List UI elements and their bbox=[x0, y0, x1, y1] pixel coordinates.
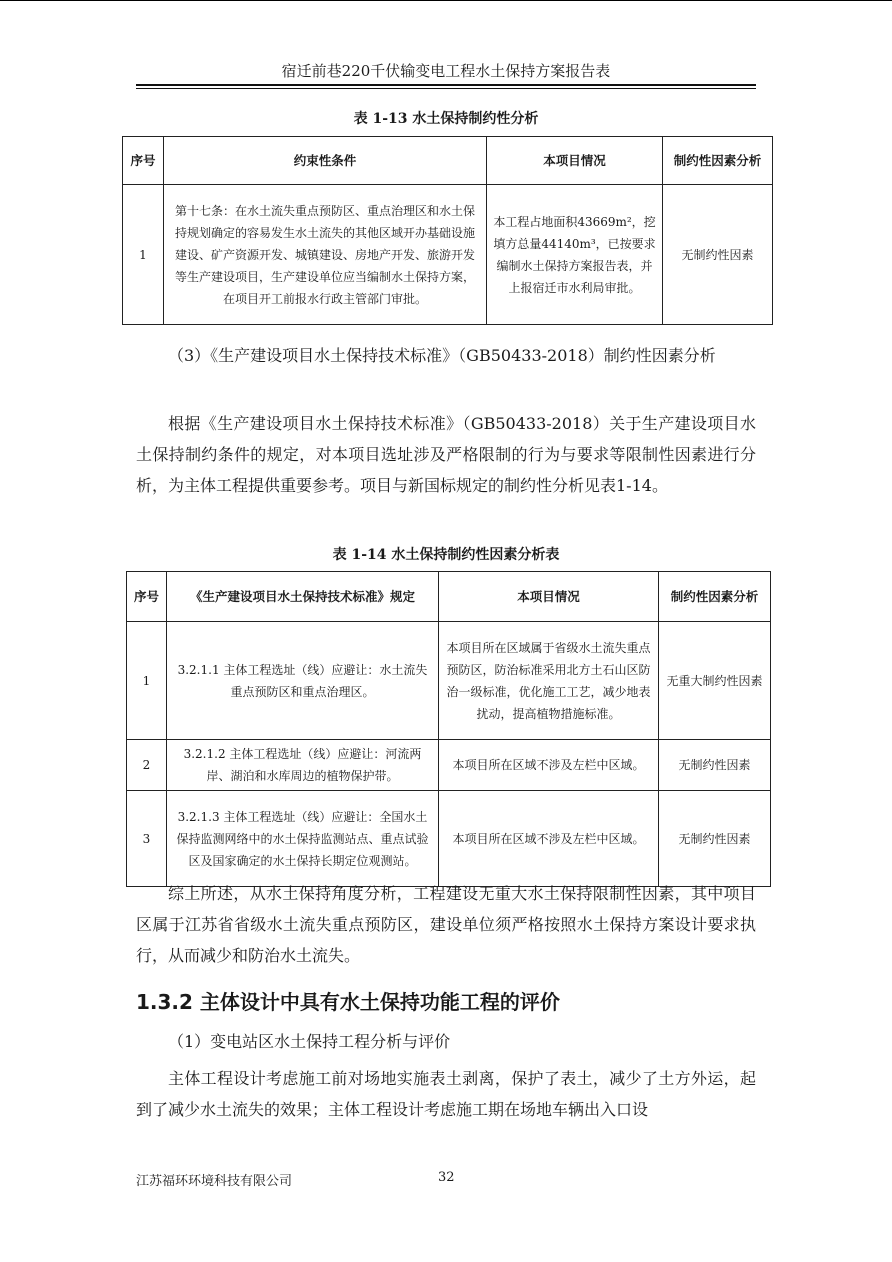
header-rule-thin bbox=[136, 88, 756, 89]
cell-analysis: 无制约性因素 bbox=[659, 791, 771, 887]
cell-situation: 本项目所在区域属于省级水土流失重点预防区，防治标准采用北方土石山区防治一级标准，优化施工工艺，减少地表扰动，提高植物措施标准。 bbox=[439, 622, 659, 740]
section-heading-1-3-2: 1.3.2 主体设计中具有水土保持功能工程的评价 bbox=[136, 990, 560, 1014]
page-header-title: 宿迁前巷220千伏输变电工程水土保持方案报告表 bbox=[281, 62, 611, 80]
cell-no: 1 bbox=[127, 622, 167, 740]
table-header-row bbox=[123, 137, 773, 185]
table-row bbox=[123, 185, 773, 325]
cell-condition: 第十七条：在水土流失重点预防区、重点治理区和水土保持规划确定的容易发生水土流失的其他区域开办基础设施建设、矿产资源开发、城镇建设、房地产开发、旅游开发等生产建设项目，生产建设单位应当编制水土保持方案，在项目开工前报水行政主管部门审批。 bbox=[164, 185, 487, 325]
table-1-14 bbox=[126, 571, 771, 887]
header-cell-analysis: 制约性因素分析 bbox=[659, 572, 771, 622]
table-1-14-caption: 表 1-14 水土保持制约性因素分析表 bbox=[332, 547, 560, 563]
header-cell-situation: 本项目情况 bbox=[439, 572, 659, 622]
cell-analysis: 无重大制约性因素 bbox=[659, 622, 771, 740]
cell-analysis: 无制约性因素 bbox=[663, 185, 773, 325]
cell-rule: 3.2.1.1 主体工程选址（线）应避让：水土流失重点预防区和重点治理区。 bbox=[167, 622, 439, 740]
table-row bbox=[127, 622, 771, 740]
paragraph-standard-intro: 根据《生产建设项目水土保持技术标准》（GB50433-2018）关于生产建设项目水土保持制约条件的规定，对本项目选址涉及严格限制的行为与要求等限制性因素进行分析，为主体工程提供重要参考。项目与新国标规定的制约性分析见表1-14。 bbox=[136, 414, 756, 495]
table-header-row bbox=[127, 572, 771, 622]
cell-rule: 3.2.1.3 主体工程选址（线）应避让：全国水土保持监测网络中的水土保持监测站点、重点试验区及国家确定的水土保持长期定位观测站。 bbox=[167, 791, 439, 887]
page-top-border bbox=[0, 0, 892, 1]
cell-no: 3 bbox=[127, 791, 167, 887]
table-1-13-caption: 表 1-13 水土保持制约性分析 bbox=[353, 111, 539, 127]
table-1-13 bbox=[122, 136, 773, 325]
header-cell-condition: 约束性条件 bbox=[164, 137, 487, 185]
cell-analysis: 无制约性因素 bbox=[659, 740, 771, 791]
cell-situation: 本项目所在区域不涉及左栏中区域。 bbox=[439, 791, 659, 887]
page-number: 32 bbox=[438, 1170, 455, 1185]
footer-company: 江苏福环环境科技有限公司 bbox=[136, 1174, 293, 1189]
header-cell-analysis: 制约性因素分析 bbox=[663, 137, 773, 185]
paragraph-standard-analysis-title: （3）《生产建设项目水土保持技术标准》（GB50433-2018）制约性因素分析 bbox=[168, 346, 716, 365]
table-row bbox=[127, 740, 771, 791]
header-cell-no: 序号 bbox=[127, 572, 167, 622]
paragraph-substation-body: 主体工程设计考虑施工前对场地实施表土剥离，保护了表土，减少了土方外运，起到了减少水土流失的效果；主体工程设计考虑施工期在场地车辆出入口设 bbox=[136, 1069, 756, 1119]
header-cell-situation: 本项目情况 bbox=[487, 137, 663, 185]
paragraph-summary: 综上所述，从水土保持角度分析，工程建设无重大水土保持限制性因素，其中项目区属于江苏省省级水土流失重点预防区，建设单位须严格按照水土保持方案设计要求执行，从而减少和防治水土流失。 bbox=[136, 884, 756, 965]
paragraph-substation-subtitle: （1）变电站区水土保持工程分析与评价 bbox=[168, 1032, 451, 1051]
header-rule-thick bbox=[136, 84, 756, 86]
table-row bbox=[127, 791, 771, 887]
header-cell-no: 序号 bbox=[123, 137, 164, 185]
cell-no: 1 bbox=[123, 185, 164, 325]
cell-situation: 本工程占地面积43669m²，挖填方总量44140m³，已按要求编制水土保持方案报告表，并上报宿迁市水利局审批。 bbox=[487, 185, 663, 325]
cell-no: 2 bbox=[127, 740, 167, 791]
cell-rule: 3.2.1.2 主体工程选址（线）应避让：河流两岸、湖泊和水库周边的植物保护带。 bbox=[167, 740, 439, 791]
cell-situation: 本项目所在区域不涉及左栏中区域。 bbox=[439, 740, 659, 791]
header-cell-rule: 《生产建设项目水土保持技术标准》规定 bbox=[167, 572, 439, 622]
